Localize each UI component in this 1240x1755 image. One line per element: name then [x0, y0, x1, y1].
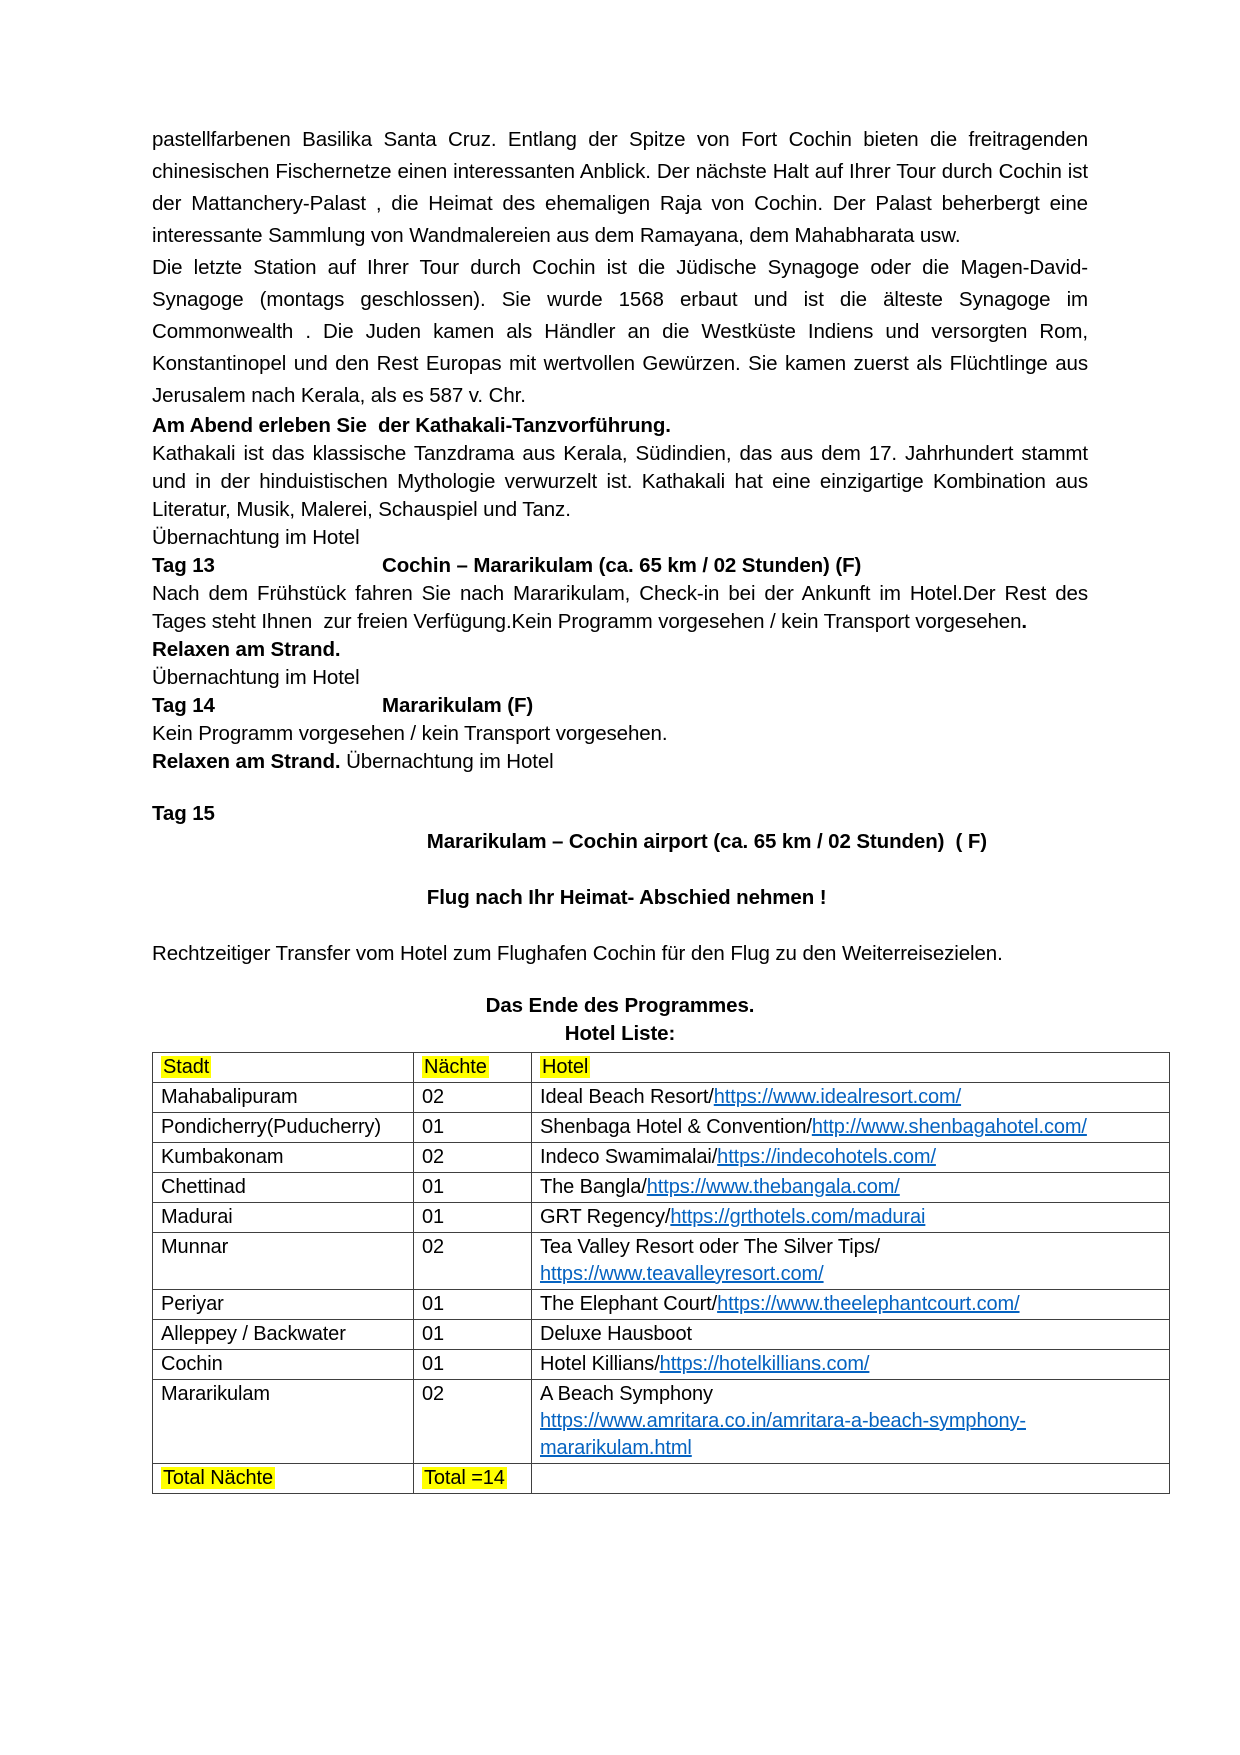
hotel-link[interactable]: https://www.theelephantcourt.com/: [717, 1293, 1020, 1315]
paragraph-kathakali: Kathakali ist das klassische Tanzdrama aus Kerala, Südindien, das aus dem 17. Jahrhundert stammt und in der hinduistischen Mythologie verwurzelt ist. Kathakali hat eine einzigartige Kombination aus Literatur, Musik, Malerei, Schauspiel und Tanz.: [152, 442, 1094, 521]
cell-nights: 01: [414, 1113, 532, 1143]
highlight-hotel: Hotel: [542, 1056, 589, 1078]
hotel-table: [152, 1052, 1170, 1494]
cell-city: Madurai: [153, 1203, 414, 1233]
highlight-naechte: Nächte: [424, 1056, 487, 1078]
highlight-stadt: Stadt: [163, 1056, 210, 1078]
table-row: [153, 1083, 1170, 1113]
hotel-name-text: Tea Valley Resort oder The Silver Tips/: [540, 1236, 880, 1258]
hotel-name-text: Deluxe Hausboot: [540, 1323, 692, 1345]
table-row: [153, 1203, 1170, 1233]
cell-total-value: [414, 1464, 532, 1494]
table-header-row: [153, 1053, 1170, 1083]
cell-city: Kumbakonam: [153, 1143, 414, 1173]
cell-hotel: [532, 1083, 1170, 1113]
cell-nights: 01: [414, 1320, 532, 1350]
tag13-body-bold-period: .: [1021, 610, 1028, 633]
cell-nights: 02: [414, 1380, 532, 1464]
table-row: [153, 1113, 1170, 1143]
day-label-tag15: Tag 15: [152, 802, 215, 825]
hotel-link[interactable]: https://indecohotels.com/: [717, 1146, 936, 1168]
day-title-tag13: Cochin – Mararikulam (ca. 65 km / 02 Stunden) (F): [382, 554, 862, 577]
hotel-link[interactable]: https://www.thebangala.com/: [646, 1176, 900, 1198]
cell-hotel: [532, 1203, 1170, 1233]
table-row: [153, 1350, 1170, 1380]
cell-city: Mahabalipuram: [153, 1083, 414, 1113]
cell-city: Chettinad: [153, 1173, 414, 1203]
day-heading-tag13: [152, 552, 1088, 580]
cell-hotel: [532, 1113, 1170, 1143]
hotel-name-text: Indeco Swamimalai/: [540, 1146, 718, 1168]
text-column: [152, 124, 1094, 1048]
cell-hotel: [532, 1173, 1170, 1203]
cell-nights: 02: [414, 1233, 532, 1290]
hotel-name-text: Hotel Killians/: [540, 1353, 660, 1375]
cell-city: Alleppey / Backwater: [153, 1320, 414, 1350]
tag15-body: Rechtzeitiger Transfer vom Hotel zum Flughafen Cochin für den Flug zu den Weiterreisezielen.: [152, 942, 1003, 965]
cell-city: Cochin: [153, 1350, 414, 1380]
hotel-name-text: The Elephant Court/: [540, 1293, 718, 1315]
hotel-link[interactable]: https://grthotels.com/madurai: [670, 1206, 926, 1228]
hotel-link-line2: mararikulam.html: [540, 1437, 692, 1459]
day-heading-tag15: [152, 800, 1088, 940]
table-total-row: [153, 1464, 1170, 1494]
relax-note-tag13: Relaxen am Strand.: [152, 638, 341, 661]
day-label-tag13: Tag 13: [152, 554, 215, 577]
blank-line: [152, 776, 1088, 800]
overnight-note-1: Übernachtung im Hotel: [152, 526, 360, 549]
tag14-overnight-text: Übernachtung im Hotel: [340, 750, 554, 773]
hotel-link[interactable]: https://hotelkillians.com/: [659, 1353, 870, 1375]
table-row: [153, 1380, 1170, 1464]
cell-city: Mararikulam: [153, 1380, 414, 1464]
paragraph-synagoge: Die letzte Station auf Ihrer Tour durch Cochin ist die Jüdische Synagoge oder die Magen-David-Synagoge (montags geschlossen). Sie wurde 1568 erbaut und ist die älteste Synagoge im Commonwealth . Die Juden kamen als Händler an die Westküste Indiens und versorgten Rom, Konstantinopel und den Rest Europas mit wertvollen Gewürzen. Sie kamen zuerst als Flüchtlinge aus Jerusalem nach Kerala, als es 587 v. Chr.: [152, 256, 1094, 407]
tag14-body: Kein Programm vorgesehen / kein Transport vorgesehen.: [152, 722, 668, 745]
tag13-body-text: Nach dem Frühstück fahren Sie nach Mararikulam, Check-in bei der Ankunft im Hotel.Der Rest des Tages steht Ihnen zur freien Verfügung.Kein Programm vorgesehen / kein Transport vorgesehen: [152, 582, 1094, 633]
tag15-title-line2: Flug nach Ihr Heimat- Abschied nehmen !: [426, 886, 827, 909]
tag15-title-line1: Mararikulam – Cochin airport (ca. 65 km / 02 Stunden) ( F): [426, 830, 988, 853]
cell-nights: 01: [414, 1173, 532, 1203]
cell-total-label: [153, 1464, 414, 1494]
blank-line: [152, 968, 1088, 992]
cell-nights: 02: [414, 1083, 532, 1113]
header-cell-naechte: [414, 1053, 532, 1083]
hotel-link[interactable]: https://www.teavalleyresort.com/: [540, 1263, 824, 1285]
cell-nights: 01: [414, 1290, 532, 1320]
cell-hotel: [532, 1350, 1170, 1380]
cell-total-empty: [532, 1464, 1170, 1494]
header-cell-stadt: [153, 1053, 414, 1083]
day-title-tag14: Mararikulam (F): [382, 694, 534, 717]
day-heading-tag14: [152, 692, 1088, 720]
tag14-relax-bold: Relaxen am Strand.: [152, 750, 341, 773]
cell-hotel: [532, 1143, 1170, 1173]
hotel-name-text: Ideal Beach Resort/: [540, 1086, 714, 1108]
paragraph-tag13-body: [152, 580, 1094, 636]
hotel-name-text: The Bangla/: [540, 1176, 647, 1198]
table-row: [153, 1290, 1170, 1320]
kathakali-heading: Am Abend erleben Sie der Kathakali-Tanzvorführung.: [152, 414, 671, 437]
cell-city: Munnar: [153, 1233, 414, 1290]
day-title-tag15: [382, 800, 987, 940]
table-row: [153, 1233, 1170, 1290]
highlight-total-value: Total =14: [424, 1467, 505, 1489]
hotel-link[interactable]: https://www.idealresort.com/: [713, 1086, 962, 1108]
table-row: [153, 1320, 1170, 1350]
hotel-list-heading: Hotel Liste:: [564, 1022, 676, 1045]
hotel-name-text: A Beach Symphony: [540, 1383, 713, 1405]
tag14-relax-overnight: [152, 748, 1088, 776]
hotel-name-text: GRT Regency/: [540, 1206, 671, 1228]
closing-heading: Das Ende des Programmes.: [485, 994, 755, 1017]
overnight-note-tag13: Übernachtung im Hotel: [152, 666, 360, 689]
table-row: [153, 1173, 1170, 1203]
cell-nights: 01: [414, 1203, 532, 1233]
highlight-total-naechte: Total Nächte: [163, 1467, 273, 1489]
hotel-name-text: Shenbaga Hotel & Convention/: [540, 1116, 812, 1138]
hotel-link-line1: https://www.amritara.co.in/amritara-a-beach-symphony-: [540, 1410, 1026, 1432]
cell-hotel: [532, 1320, 1170, 1350]
hotel-link[interactable]: [540, 1410, 1026, 1459]
cell-nights: 01: [414, 1350, 532, 1380]
table-row: [153, 1143, 1170, 1173]
header-cell-hotel: [532, 1053, 1170, 1083]
cell-nights: 02: [414, 1143, 532, 1173]
cell-hotel: [532, 1233, 1170, 1290]
hotel-link[interactable]: http://www.shenbagahotel.com/: [811, 1116, 1087, 1138]
paragraph-cochin-tour: pastellfarbenen Basilika Santa Cruz. Entlang der Spitze von Fort Cochin bieten die freitragenden chinesischen Fischernetze einen interessanten Anblick. Der nächste Halt auf Ihrer Tour durch Cochin ist der Mattanchery-Palast , die Heimat des ehemaligen Raja von Cochin. Der Palast beherbergt eine interessante Sammlung von Wandmalereien aus dem Ramayana, dem Mahabharata usw.: [152, 128, 1094, 247]
day-label-tag14: Tag 14: [152, 694, 215, 717]
cell-hotel: [532, 1290, 1170, 1320]
cell-city: Pondicherry(Puducherry): [153, 1113, 414, 1143]
cell-hotel: [532, 1380, 1170, 1464]
cell-city: Periyar: [153, 1290, 414, 1320]
